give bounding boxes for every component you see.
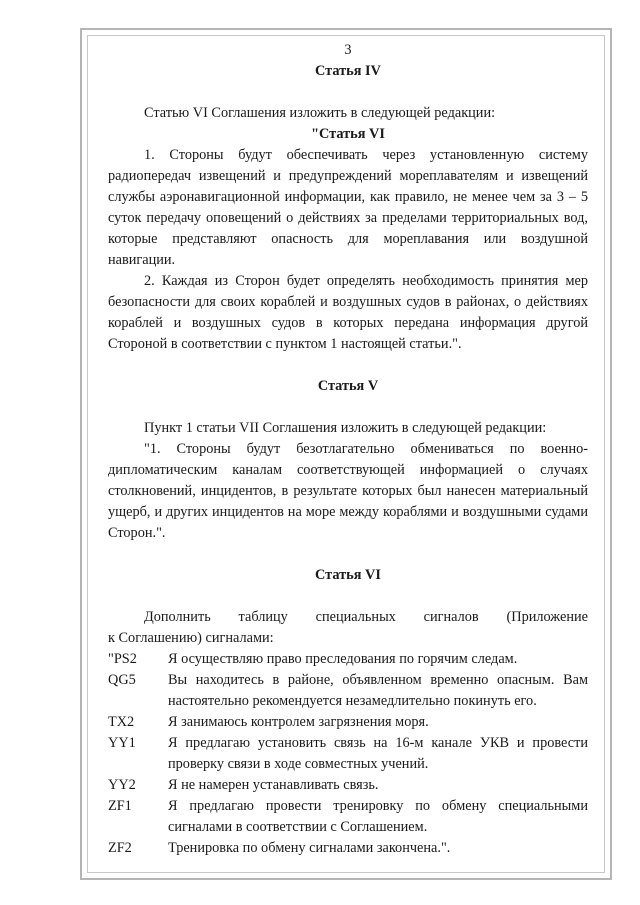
signal-code: YY1 bbox=[108, 735, 136, 751]
article-4-paragraph-2: 2. Каждая из Сторон будет определять необходимость принятия мер безопасности для своих кораблей и воздушных судов в районах, о действиях кораблей и воздушных судов в которых передана информация другой Стороной в соответствии с пунктом 1 настоящей статьи.". bbox=[108, 273, 588, 352]
signal-row bbox=[108, 670, 588, 712]
signal-code: TX2 bbox=[108, 714, 135, 730]
signal-code: ZF2 bbox=[108, 840, 132, 856]
article-4-quoted-title: "Статья VI bbox=[311, 126, 385, 142]
signal-code: ZF1 bbox=[108, 798, 132, 814]
article-6-intro-line-2: к Соглашению) сигналами: bbox=[108, 630, 274, 646]
signal-description: Я занимаюсь контролем загрязнения моря. bbox=[168, 714, 429, 730]
page-number: 3 bbox=[344, 42, 352, 58]
signal-row bbox=[108, 649, 588, 670]
signal-code: QG5 bbox=[108, 672, 136, 688]
article-6-intro-line-1: Дополнить таблицу специальных сигналов (Приложение bbox=[144, 609, 588, 625]
signal-row bbox=[108, 733, 588, 775]
signal-description: Я предлагаю провести тренировку по обмену специальными сигналами в соответствии с Соглашением. bbox=[168, 798, 588, 835]
document-page bbox=[108, 40, 588, 859]
signal-code: "PS2 bbox=[108, 651, 137, 667]
signal-row bbox=[108, 712, 588, 733]
signal-description: Вы находитесь в районе, объявленном временно опасным. Вам настоятельно рекомендуется незамедлительно покинуть его. bbox=[168, 672, 588, 709]
signal-row bbox=[108, 796, 588, 838]
article-4-title: Статья IV bbox=[315, 63, 381, 79]
signal-code: YY2 bbox=[108, 777, 136, 793]
signal-description: Я предлагаю установить связь на 16-м канале УКВ и провести проверку связи в ходе совместных учений. bbox=[168, 735, 588, 772]
signals-table bbox=[108, 649, 588, 859]
article-5-intro: Пункт 1 статьи VII Соглашения изложить в следующей редакции: bbox=[144, 420, 547, 436]
signal-description: Тренировка по обмену сигналами закончена.". bbox=[168, 840, 451, 856]
article-5-paragraph-1: "1. Стороны будут безотлагательно обмениваться по военно-дипломатическим каналам соответствующей информацией о случаях столкновений, инцидентов, в результате которых был нанесен материальный ущерб, и других инцидентов на море между кораблями и воздушными судами Сторон.". bbox=[108, 441, 588, 541]
article-6-title: Статья VI bbox=[315, 567, 381, 583]
article-5-title: Статья V bbox=[317, 378, 379, 394]
signal-description: Я осуществляю право преследования по горячим следам. bbox=[168, 651, 518, 667]
article-4-paragraph-1: 1. Стороны будут обеспечивать через установленную систему радиопередач извещений и предупреждений мореплавателям и извещений службы аэронавигационной информации, как правило, не менее чем за 3 – 5 суток передачу оповещений о действиях за пределами территориальных вод, которые представляют опасность для мореплавания или воздушной навигации. bbox=[108, 147, 588, 268]
signal-description: Я не намерен устанавливать связь. bbox=[168, 777, 379, 793]
signal-row bbox=[108, 838, 588, 859]
signal-row bbox=[108, 775, 588, 796]
article-4-intro: Статью VI Соглашения изложить в следующей редакции: bbox=[144, 105, 496, 121]
